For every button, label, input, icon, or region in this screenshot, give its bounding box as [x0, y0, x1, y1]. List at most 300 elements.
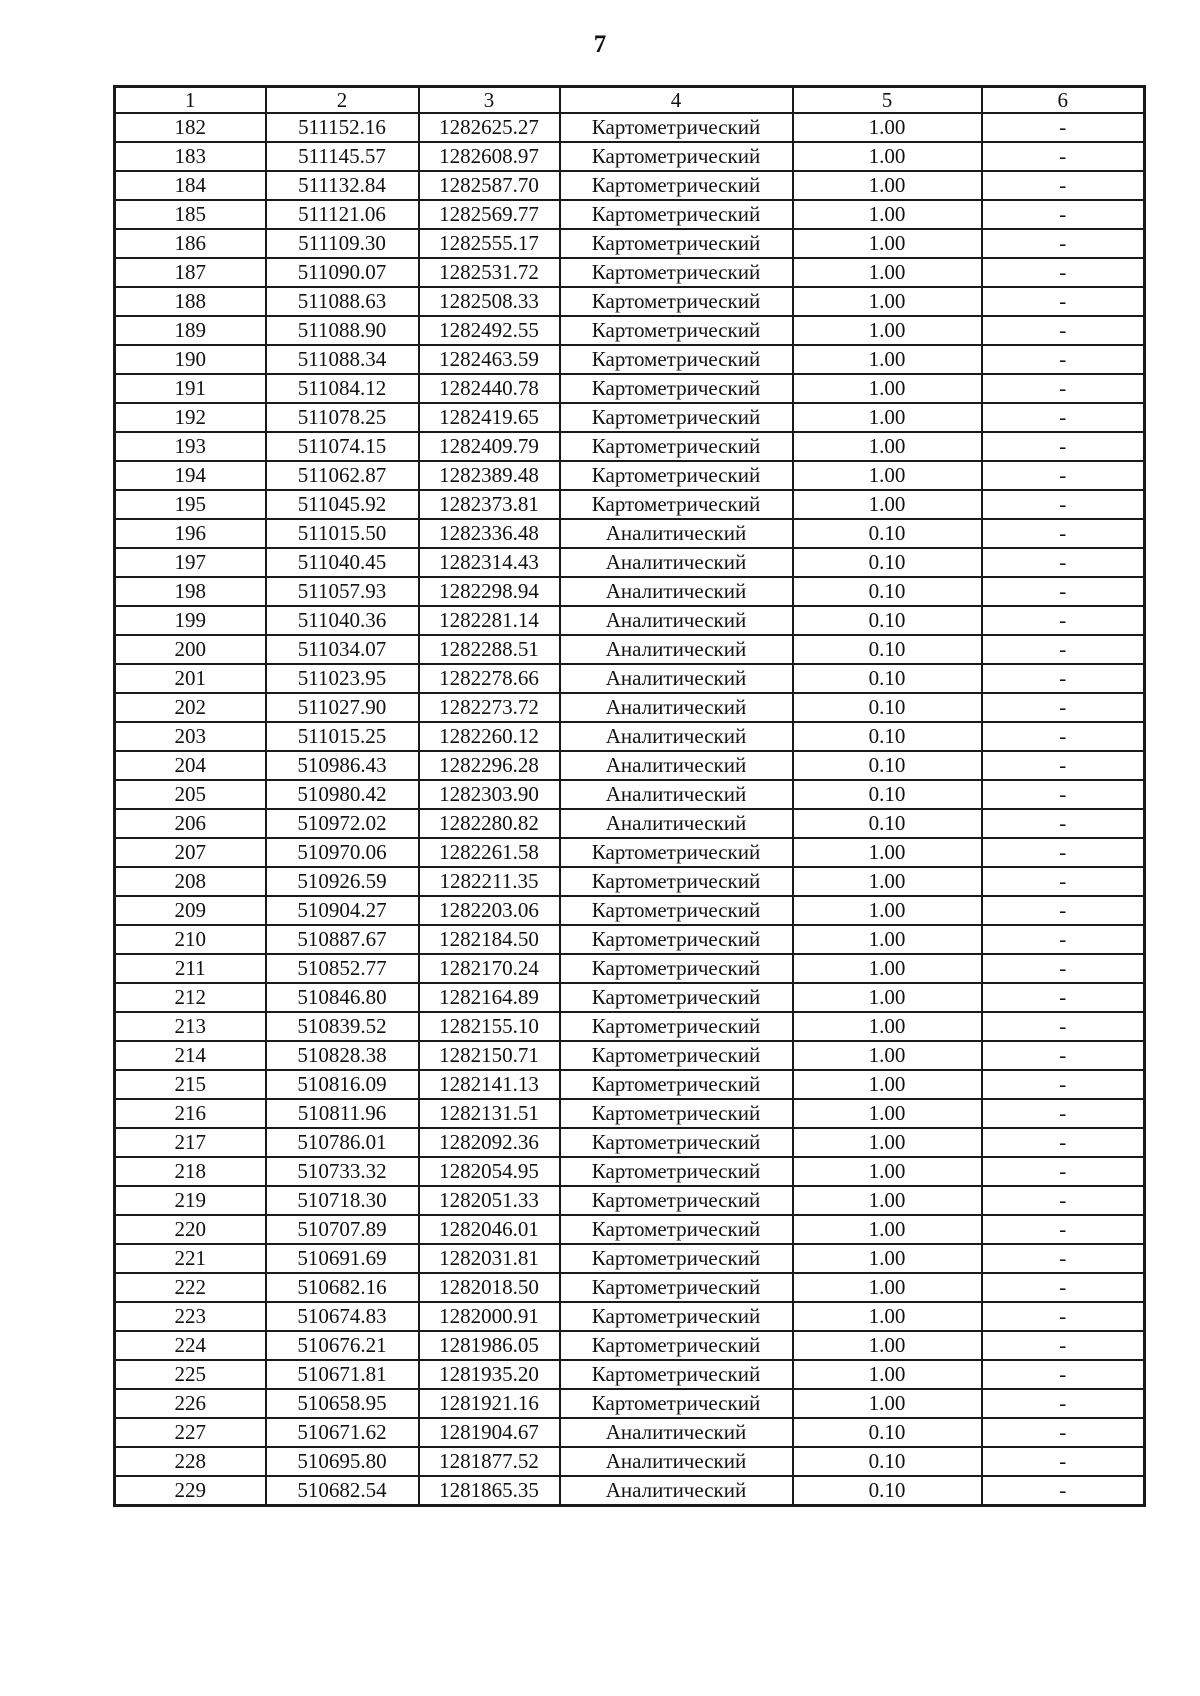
method-cell: Аналитический — [560, 1418, 793, 1447]
y-coordinate-cell: 1281935.20 — [419, 1360, 560, 1389]
y-coordinate-cell: 1281865.35 — [419, 1476, 560, 1506]
accuracy-cell: 1.00 — [793, 1099, 982, 1128]
description-cell: - — [982, 1012, 1145, 1041]
y-coordinate-cell: 1282508.33 — [419, 287, 560, 316]
point-number-cell: 198 — [115, 577, 266, 606]
point-number-cell: 189 — [115, 316, 266, 345]
y-coordinate-cell: 1282141.13 — [419, 1070, 560, 1099]
table-row — [115, 200, 1145, 229]
table-row — [115, 1389, 1145, 1418]
y-coordinate-cell: 1282373.81 — [419, 490, 560, 519]
description-cell: - — [982, 983, 1145, 1012]
y-coordinate-cell: 1282336.48 — [419, 519, 560, 548]
y-coordinate-cell: 1282569.77 — [419, 200, 560, 229]
description-cell: - — [982, 722, 1145, 751]
x-coordinate-cell: 511078.25 — [266, 403, 419, 432]
description-cell: - — [982, 461, 1145, 490]
description-cell: - — [982, 374, 1145, 403]
y-coordinate-cell: 1282278.66 — [419, 664, 560, 693]
y-coordinate-cell: 1282587.70 — [419, 171, 560, 200]
accuracy-cell: 1.00 — [793, 1070, 982, 1099]
method-cell: Аналитический — [560, 606, 793, 635]
point-number-cell: 192 — [115, 403, 266, 432]
point-number-cell: 200 — [115, 635, 266, 664]
description-cell: - — [982, 1099, 1145, 1128]
table-row — [115, 142, 1145, 171]
description-cell: - — [982, 1041, 1145, 1070]
description-cell: - — [982, 693, 1145, 722]
y-coordinate-cell: 1282298.94 — [419, 577, 560, 606]
description-cell: - — [982, 664, 1145, 693]
description-cell: - — [982, 548, 1145, 577]
y-coordinate-cell: 1282303.90 — [419, 780, 560, 809]
point-number-cell: 199 — [115, 606, 266, 635]
x-coordinate-cell: 510718.30 — [266, 1186, 419, 1215]
point-number-cell: 226 — [115, 1389, 266, 1418]
accuracy-cell: 1.00 — [793, 838, 982, 867]
description-cell: - — [982, 896, 1145, 925]
accuracy-cell: 0.10 — [793, 693, 982, 722]
table-row — [115, 1331, 1145, 1360]
accuracy-cell: 1.00 — [793, 1244, 982, 1273]
y-coordinate-cell: 1282018.50 — [419, 1273, 560, 1302]
table-row — [115, 1447, 1145, 1476]
column-header: 2 — [266, 87, 419, 114]
method-cell: Картометрический — [560, 1244, 793, 1273]
point-number-cell: 185 — [115, 200, 266, 229]
description-cell: - — [982, 316, 1145, 345]
method-cell: Аналитический — [560, 1476, 793, 1506]
y-coordinate-cell: 1282296.28 — [419, 751, 560, 780]
y-coordinate-cell: 1282092.36 — [419, 1128, 560, 1157]
table-row — [115, 1360, 1145, 1389]
point-number-cell: 219 — [115, 1186, 266, 1215]
method-cell: Картометрический — [560, 229, 793, 258]
coordinates-table — [113, 85, 1146, 1507]
point-number-cell: 210 — [115, 925, 266, 954]
method-cell: Картометрический — [560, 1186, 793, 1215]
point-number-cell: 195 — [115, 490, 266, 519]
method-cell: Картометрический — [560, 113, 793, 142]
table-row — [115, 1070, 1145, 1099]
accuracy-cell: 1.00 — [793, 229, 982, 258]
description-cell: - — [982, 490, 1145, 519]
point-number-cell: 183 — [115, 142, 266, 171]
method-cell: Картометрический — [560, 925, 793, 954]
x-coordinate-cell: 511132.84 — [266, 171, 419, 200]
accuracy-cell: 1.00 — [793, 896, 982, 925]
method-cell: Аналитический — [560, 1447, 793, 1476]
point-number-cell: 216 — [115, 1099, 266, 1128]
accuracy-cell: 1.00 — [793, 374, 982, 403]
page-number: 7 — [593, 31, 607, 58]
accuracy-cell: 1.00 — [793, 113, 982, 142]
point-number-cell: 212 — [115, 983, 266, 1012]
y-coordinate-cell: 1282281.14 — [419, 606, 560, 635]
y-coordinate-cell: 1282273.72 — [419, 693, 560, 722]
accuracy-cell: 0.10 — [793, 519, 982, 548]
y-coordinate-cell: 1282051.33 — [419, 1186, 560, 1215]
table-row — [115, 983, 1145, 1012]
y-coordinate-cell: 1282155.10 — [419, 1012, 560, 1041]
y-coordinate-cell: 1282164.89 — [419, 983, 560, 1012]
x-coordinate-cell: 510786.01 — [266, 1128, 419, 1157]
y-coordinate-cell: 1282419.65 — [419, 403, 560, 432]
method-cell: Картометрический — [560, 1389, 793, 1418]
y-coordinate-cell: 1282260.12 — [419, 722, 560, 751]
table-row — [115, 1215, 1145, 1244]
table-row — [115, 287, 1145, 316]
y-coordinate-cell: 1282280.82 — [419, 809, 560, 838]
accuracy-cell: 1.00 — [793, 258, 982, 287]
accuracy-cell: 1.00 — [793, 1302, 982, 1331]
x-coordinate-cell: 510658.95 — [266, 1389, 419, 1418]
x-coordinate-cell: 510671.62 — [266, 1418, 419, 1447]
x-coordinate-cell: 510970.06 — [266, 838, 419, 867]
accuracy-cell: 1.00 — [793, 171, 982, 200]
table-row — [115, 1302, 1145, 1331]
accuracy-cell: 0.10 — [793, 809, 982, 838]
point-number-cell: 204 — [115, 751, 266, 780]
table-row — [115, 635, 1145, 664]
method-cell: Аналитический — [560, 693, 793, 722]
table-row — [115, 1041, 1145, 1070]
x-coordinate-cell: 510733.32 — [266, 1157, 419, 1186]
point-number-cell: 187 — [115, 258, 266, 287]
point-number-cell: 209 — [115, 896, 266, 925]
y-coordinate-cell: 1282203.06 — [419, 896, 560, 925]
x-coordinate-cell: 510980.42 — [266, 780, 419, 809]
x-coordinate-cell: 511152.16 — [266, 113, 419, 142]
x-coordinate-cell: 510828.38 — [266, 1041, 419, 1070]
description-cell: - — [982, 1128, 1145, 1157]
table-body — [115, 113, 1145, 1506]
method-cell: Картометрический — [560, 287, 793, 316]
description-cell: - — [982, 1157, 1145, 1186]
x-coordinate-cell: 510852.77 — [266, 954, 419, 983]
accuracy-cell: 1.00 — [793, 1389, 982, 1418]
accuracy-cell: 1.00 — [793, 461, 982, 490]
description-cell: - — [982, 780, 1145, 809]
method-cell: Аналитический — [560, 519, 793, 548]
x-coordinate-cell: 510676.21 — [266, 1331, 419, 1360]
x-coordinate-cell: 511027.90 — [266, 693, 419, 722]
x-coordinate-cell: 511057.93 — [266, 577, 419, 606]
point-number-cell: 186 — [115, 229, 266, 258]
method-cell: Картометрический — [560, 983, 793, 1012]
method-cell: Картометрический — [560, 867, 793, 896]
method-cell: Картометрический — [560, 1157, 793, 1186]
table-row — [115, 664, 1145, 693]
y-coordinate-cell: 1281986.05 — [419, 1331, 560, 1360]
point-number-cell: 203 — [115, 722, 266, 751]
x-coordinate-cell: 511062.87 — [266, 461, 419, 490]
point-number-cell: 220 — [115, 1215, 266, 1244]
x-coordinate-cell: 511023.95 — [266, 664, 419, 693]
accuracy-cell: 1.00 — [793, 1273, 982, 1302]
y-coordinate-cell: 1282625.27 — [419, 113, 560, 142]
y-coordinate-cell: 1282314.43 — [419, 548, 560, 577]
accuracy-cell: 0.10 — [793, 664, 982, 693]
table-row — [115, 838, 1145, 867]
method-cell: Картометрический — [560, 1128, 793, 1157]
point-number-cell: 225 — [115, 1360, 266, 1389]
method-cell: Картометрический — [560, 258, 793, 287]
x-coordinate-cell: 510887.67 — [266, 925, 419, 954]
y-coordinate-cell: 1281904.67 — [419, 1418, 560, 1447]
accuracy-cell: 1.00 — [793, 200, 982, 229]
accuracy-cell: 0.10 — [793, 635, 982, 664]
table-row — [115, 519, 1145, 548]
accuracy-cell: 1.00 — [793, 1041, 982, 1070]
description-cell: - — [982, 142, 1145, 171]
method-cell: Картометрический — [560, 1041, 793, 1070]
table-row — [115, 896, 1145, 925]
method-cell: Аналитический — [560, 751, 793, 780]
method-cell: Картометрический — [560, 1302, 793, 1331]
point-number-cell: 193 — [115, 432, 266, 461]
table-row — [115, 113, 1145, 142]
x-coordinate-cell: 511015.25 — [266, 722, 419, 751]
point-number-cell: 227 — [115, 1418, 266, 1447]
y-coordinate-cell: 1282000.91 — [419, 1302, 560, 1331]
description-cell: - — [982, 1215, 1145, 1244]
point-number-cell: 196 — [115, 519, 266, 548]
x-coordinate-cell: 510811.96 — [266, 1099, 419, 1128]
description-cell: - — [982, 577, 1145, 606]
description-cell: - — [982, 1389, 1145, 1418]
y-coordinate-cell: 1282463.59 — [419, 345, 560, 374]
method-cell: Картометрический — [560, 1331, 793, 1360]
method-cell: Картометрический — [560, 374, 793, 403]
point-number-cell: 190 — [115, 345, 266, 374]
point-number-cell: 184 — [115, 171, 266, 200]
table-row — [115, 374, 1145, 403]
description-cell: - — [982, 1476, 1145, 1506]
x-coordinate-cell: 511145.57 — [266, 142, 419, 171]
accuracy-cell: 1.00 — [793, 142, 982, 171]
x-coordinate-cell: 511045.92 — [266, 490, 419, 519]
description-cell: - — [982, 1186, 1145, 1215]
method-cell: Аналитический — [560, 722, 793, 751]
table-row — [115, 345, 1145, 374]
method-cell: Картометрический — [560, 171, 793, 200]
x-coordinate-cell: 510972.02 — [266, 809, 419, 838]
description-cell: - — [982, 113, 1145, 142]
point-number-cell: 218 — [115, 1157, 266, 1186]
method-cell: Картометрический — [560, 896, 793, 925]
point-number-cell: 214 — [115, 1041, 266, 1070]
method-cell: Картометрический — [560, 432, 793, 461]
y-coordinate-cell: 1282131.51 — [419, 1099, 560, 1128]
accuracy-cell: 1.00 — [793, 983, 982, 1012]
table-row — [115, 954, 1145, 983]
description-cell: - — [982, 345, 1145, 374]
table-row — [115, 751, 1145, 780]
description-cell: - — [982, 258, 1145, 287]
y-coordinate-cell: 1282492.55 — [419, 316, 560, 345]
y-coordinate-cell: 1282531.72 — [419, 258, 560, 287]
method-cell: Картометрический — [560, 954, 793, 983]
method-cell: Картометрический — [560, 316, 793, 345]
table-row — [115, 925, 1145, 954]
table-row — [115, 432, 1145, 461]
x-coordinate-cell: 511088.90 — [266, 316, 419, 345]
point-number-cell: 202 — [115, 693, 266, 722]
x-coordinate-cell: 510986.43 — [266, 751, 419, 780]
accuracy-cell: 0.10 — [793, 1418, 982, 1447]
description-cell: - — [982, 635, 1145, 664]
description-cell: - — [982, 867, 1145, 896]
x-coordinate-cell: 511121.06 — [266, 200, 419, 229]
description-cell: - — [982, 606, 1145, 635]
description-cell: - — [982, 954, 1145, 983]
accuracy-cell: 1.00 — [793, 925, 982, 954]
accuracy-cell: 1.00 — [793, 316, 982, 345]
y-coordinate-cell: 1282261.58 — [419, 838, 560, 867]
table-row — [115, 1099, 1145, 1128]
table-row — [115, 1244, 1145, 1273]
x-coordinate-cell: 510846.80 — [266, 983, 419, 1012]
accuracy-cell: 1.00 — [793, 1360, 982, 1389]
table-row — [115, 229, 1145, 258]
description-cell: - — [982, 519, 1145, 548]
point-number-cell: 207 — [115, 838, 266, 867]
table-header-row — [115, 87, 1145, 114]
point-number-cell: 215 — [115, 1070, 266, 1099]
y-coordinate-cell: 1282184.50 — [419, 925, 560, 954]
point-number-cell: 224 — [115, 1331, 266, 1360]
accuracy-cell: 1.00 — [793, 867, 982, 896]
method-cell: Аналитический — [560, 780, 793, 809]
x-coordinate-cell: 510671.81 — [266, 1360, 419, 1389]
table-row — [115, 1157, 1145, 1186]
y-coordinate-cell: 1282054.95 — [419, 1157, 560, 1186]
table-row — [115, 258, 1145, 287]
table-row — [115, 722, 1145, 751]
method-cell: Картометрический — [560, 490, 793, 519]
description-cell: - — [982, 229, 1145, 258]
column-header: 1 — [115, 87, 266, 114]
accuracy-cell: 0.10 — [793, 1447, 982, 1476]
method-cell: Аналитический — [560, 635, 793, 664]
y-coordinate-cell: 1282288.51 — [419, 635, 560, 664]
x-coordinate-cell: 510839.52 — [266, 1012, 419, 1041]
x-coordinate-cell: 511034.07 — [266, 635, 419, 664]
point-number-cell: 194 — [115, 461, 266, 490]
method-cell: Аналитический — [560, 548, 793, 577]
y-coordinate-cell: 1282608.97 — [419, 142, 560, 171]
x-coordinate-cell: 511088.34 — [266, 345, 419, 374]
table-row — [115, 606, 1145, 635]
method-cell: Картометрический — [560, 142, 793, 171]
column-header: 4 — [560, 87, 793, 114]
table-row — [115, 461, 1145, 490]
table-row — [115, 809, 1145, 838]
x-coordinate-cell: 510816.09 — [266, 1070, 419, 1099]
point-number-cell: 206 — [115, 809, 266, 838]
table-row — [115, 1128, 1145, 1157]
method-cell: Аналитический — [560, 577, 793, 606]
table-row — [115, 577, 1145, 606]
y-coordinate-cell: 1282150.71 — [419, 1041, 560, 1070]
y-coordinate-cell: 1282389.48 — [419, 461, 560, 490]
x-coordinate-cell: 510682.54 — [266, 1476, 419, 1506]
method-cell: Картометрический — [560, 838, 793, 867]
x-coordinate-cell: 510926.59 — [266, 867, 419, 896]
accuracy-cell: 1.00 — [793, 1331, 982, 1360]
x-coordinate-cell: 511040.36 — [266, 606, 419, 635]
point-number-cell: 191 — [115, 374, 266, 403]
accuracy-cell: 1.00 — [793, 403, 982, 432]
table-row — [115, 867, 1145, 896]
description-cell: - — [982, 925, 1145, 954]
accuracy-cell: 0.10 — [793, 751, 982, 780]
accuracy-cell: 1.00 — [793, 1215, 982, 1244]
x-coordinate-cell: 511109.30 — [266, 229, 419, 258]
method-cell: Картометрический — [560, 1215, 793, 1244]
x-coordinate-cell: 510691.69 — [266, 1244, 419, 1273]
y-coordinate-cell: 1282555.17 — [419, 229, 560, 258]
accuracy-cell: 1.00 — [793, 1128, 982, 1157]
method-cell: Картометрический — [560, 461, 793, 490]
x-coordinate-cell: 511015.50 — [266, 519, 419, 548]
description-cell: - — [982, 171, 1145, 200]
x-coordinate-cell: 511090.07 — [266, 258, 419, 287]
y-coordinate-cell: 1282031.81 — [419, 1244, 560, 1273]
x-coordinate-cell: 510674.83 — [266, 1302, 419, 1331]
description-cell: - — [982, 403, 1145, 432]
table-row — [115, 1273, 1145, 1302]
x-coordinate-cell: 511084.12 — [266, 374, 419, 403]
table-row — [115, 490, 1145, 519]
x-coordinate-cell: 511040.45 — [266, 548, 419, 577]
column-header: 5 — [793, 87, 982, 114]
method-cell: Картометрический — [560, 1099, 793, 1128]
point-number-cell: 228 — [115, 1447, 266, 1476]
method-cell: Аналитический — [560, 664, 793, 693]
description-cell: - — [982, 200, 1145, 229]
point-number-cell: 182 — [115, 113, 266, 142]
y-coordinate-cell: 1281921.16 — [419, 1389, 560, 1418]
point-number-cell: 201 — [115, 664, 266, 693]
method-cell: Картометрический — [560, 200, 793, 229]
table-row — [115, 171, 1145, 200]
accuracy-cell: 1.00 — [793, 1186, 982, 1215]
description-cell: - — [982, 432, 1145, 461]
point-number-cell: 197 — [115, 548, 266, 577]
accuracy-cell: 0.10 — [793, 780, 982, 809]
accuracy-cell: 1.00 — [793, 954, 982, 983]
y-coordinate-cell: 1282046.01 — [419, 1215, 560, 1244]
point-number-cell: 213 — [115, 1012, 266, 1041]
accuracy-cell: 1.00 — [793, 432, 982, 461]
point-number-cell: 188 — [115, 287, 266, 316]
y-coordinate-cell: 1282440.78 — [419, 374, 560, 403]
method-cell: Картометрический — [560, 1070, 793, 1099]
description-cell: - — [982, 809, 1145, 838]
point-number-cell: 205 — [115, 780, 266, 809]
table-row — [115, 548, 1145, 577]
accuracy-cell: 0.10 — [793, 577, 982, 606]
y-coordinate-cell: 1282170.24 — [419, 954, 560, 983]
point-number-cell: 211 — [115, 954, 266, 983]
description-cell: - — [982, 1070, 1145, 1099]
description-cell: - — [982, 1360, 1145, 1389]
x-coordinate-cell: 510695.80 — [266, 1447, 419, 1476]
accuracy-cell: 1.00 — [793, 490, 982, 519]
accuracy-cell: 0.10 — [793, 722, 982, 751]
